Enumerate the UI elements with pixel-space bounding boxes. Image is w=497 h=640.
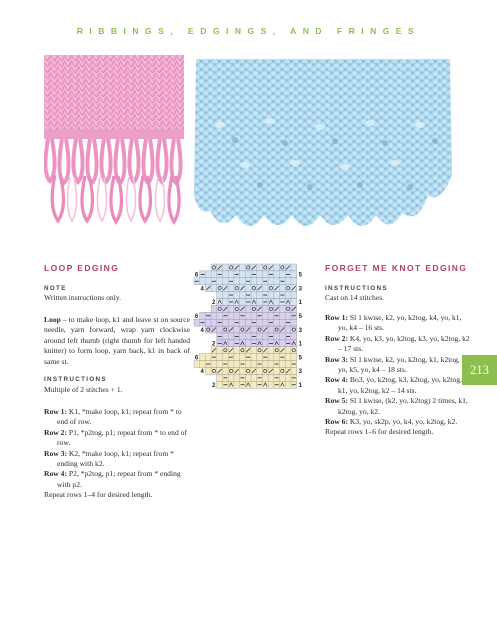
row-text: P2, *p2tog, p1; repeat from * ending with p2. <box>57 469 181 489</box>
fmk-repeat: Repeat rows 1–6 for desired length. <box>325 427 434 437</box>
loop-instructions-heading: INSTRUCTIONS <box>44 376 107 383</box>
row-label: Row 6: <box>325 417 348 427</box>
loop-rows <box>44 407 190 501</box>
chart-row-number: 5 <box>298 272 302 279</box>
chart-row-number: 1 <box>298 300 302 307</box>
row-text: K3, yo, sk2p, yo, k4, yo, k2tog, k2. <box>348 417 458 427</box>
chart-row-number: 1 <box>298 383 302 389</box>
chart-row-number: 1 <box>298 341 302 348</box>
fmk-cast-on: Cast on 14 stitches. <box>325 293 385 302</box>
row-text: P1, *p2tog, p1; repeat from * to end of row. <box>57 427 188 448</box>
fmk-row <box>325 313 471 334</box>
row-text: Sl 1 kwise, k2, yo, k2tog, k1, k2tog, yo, k5, yo, k4 – 18 sts. <box>338 354 460 375</box>
note-heading: NOTE <box>44 285 67 292</box>
chart-row-number: 6 <box>194 314 199 320</box>
loop-multiple: Multiple of 2 stitches + 1. <box>44 385 123 394</box>
chart-row-number: 2 <box>211 383 216 389</box>
row-text: Sl 1 kwise, (k2, yo, k2tog) 2 times, k1, k2tog, yo, k2. <box>338 396 468 416</box>
row-label: Row 3: <box>325 354 348 364</box>
chart-row <box>211 305 297 312</box>
loop-term: Loop <box>44 315 61 324</box>
loop-row <box>44 449 190 470</box>
fmk-row <box>325 396 471 417</box>
row-label: Row 2: <box>325 333 348 343</box>
fmk-row <box>325 417 471 427</box>
row-text: K2, *make loop, k1; repeat from * ending with k2. <box>57 448 174 469</box>
row-text: K4, yo, k3, yo, k2tog, k3, yo, k2tog, k2 – 17 sts. <box>338 333 470 354</box>
loop-definition-text: – to make loop, k1 and leave st on source needle, yarn forward, wrap yarn clockwise around left thumb (right thumb for left handed knitter) to form loop, yarn back, k1 in back of same st. <box>44 315 190 366</box>
forget-me-knot-title: FORGET ME KNOT EDGING <box>325 263 468 273</box>
chart-row-number: 6 <box>194 272 199 279</box>
forget-me-knot-chart <box>182 262 312 390</box>
chart-row-number: 3 <box>298 369 302 376</box>
chart-row-number: 2 <box>211 341 216 348</box>
row-text: Sl 1 kwise, k2, yo, k2tog, k4, yo, k1, yo, k4 – 16 sts. <box>338 313 462 333</box>
chart-row <box>200 271 297 278</box>
loop-row <box>44 469 190 490</box>
note-text: Written instructions only. <box>44 293 122 302</box>
chart-row-number: 4 <box>200 286 204 293</box>
row-text: K1, *make loop, k1; repeat from * to end of row. <box>57 407 182 427</box>
chart-row <box>200 312 297 319</box>
fmk-row <box>325 334 471 355</box>
row-text: Bo3, yo, k2tog, k3, k2tog, yo, k2tog, k1, yo, k2tog, k2 – 14 sts. <box>338 375 462 395</box>
fmk-row <box>325 355 471 376</box>
loop-edging-title: LOOP EDGING <box>44 263 120 273</box>
row-label: Row 2: <box>44 427 67 437</box>
loop-row <box>44 407 190 428</box>
loop-edging-photo <box>44 55 184 240</box>
loop-row <box>44 428 190 449</box>
chart-row-number: 5 <box>298 355 302 362</box>
fmk-instructions-heading: INSTRUCTIONS <box>325 285 388 292</box>
row-label: Row 3: <box>44 448 67 458</box>
chart-row-number: 6 <box>194 355 199 362</box>
row-label: Row 1: <box>325 313 348 322</box>
running-header: RIBBINGS, EDGINGS, AND FRINGES <box>76 26 421 36</box>
fmk-row <box>325 375 471 396</box>
chart-row-number: 2 <box>211 300 216 307</box>
chart-row-number: 3 <box>298 327 302 334</box>
page-number-tab <box>462 355 497 385</box>
loop-definition <box>44 315 190 367</box>
chart-row-number: 4 <box>200 369 204 376</box>
row-label: Row 4: <box>44 469 67 479</box>
row-label: Row 4: <box>325 375 348 385</box>
chart-row-number: 4 <box>200 327 204 334</box>
row-label: Row 5: <box>325 396 348 406</box>
chart-row-number: 5 <box>298 314 302 320</box>
chart-row-number: 3 <box>298 286 302 293</box>
fmk-rows <box>325 313 471 438</box>
loop-repeat: Repeat rows 1–4 for desired length. <box>44 490 153 500</box>
forget-me-knot-edging-photo <box>190 55 456 240</box>
row-label: Row 1: <box>44 407 67 416</box>
page-number: 213 <box>470 362 489 377</box>
